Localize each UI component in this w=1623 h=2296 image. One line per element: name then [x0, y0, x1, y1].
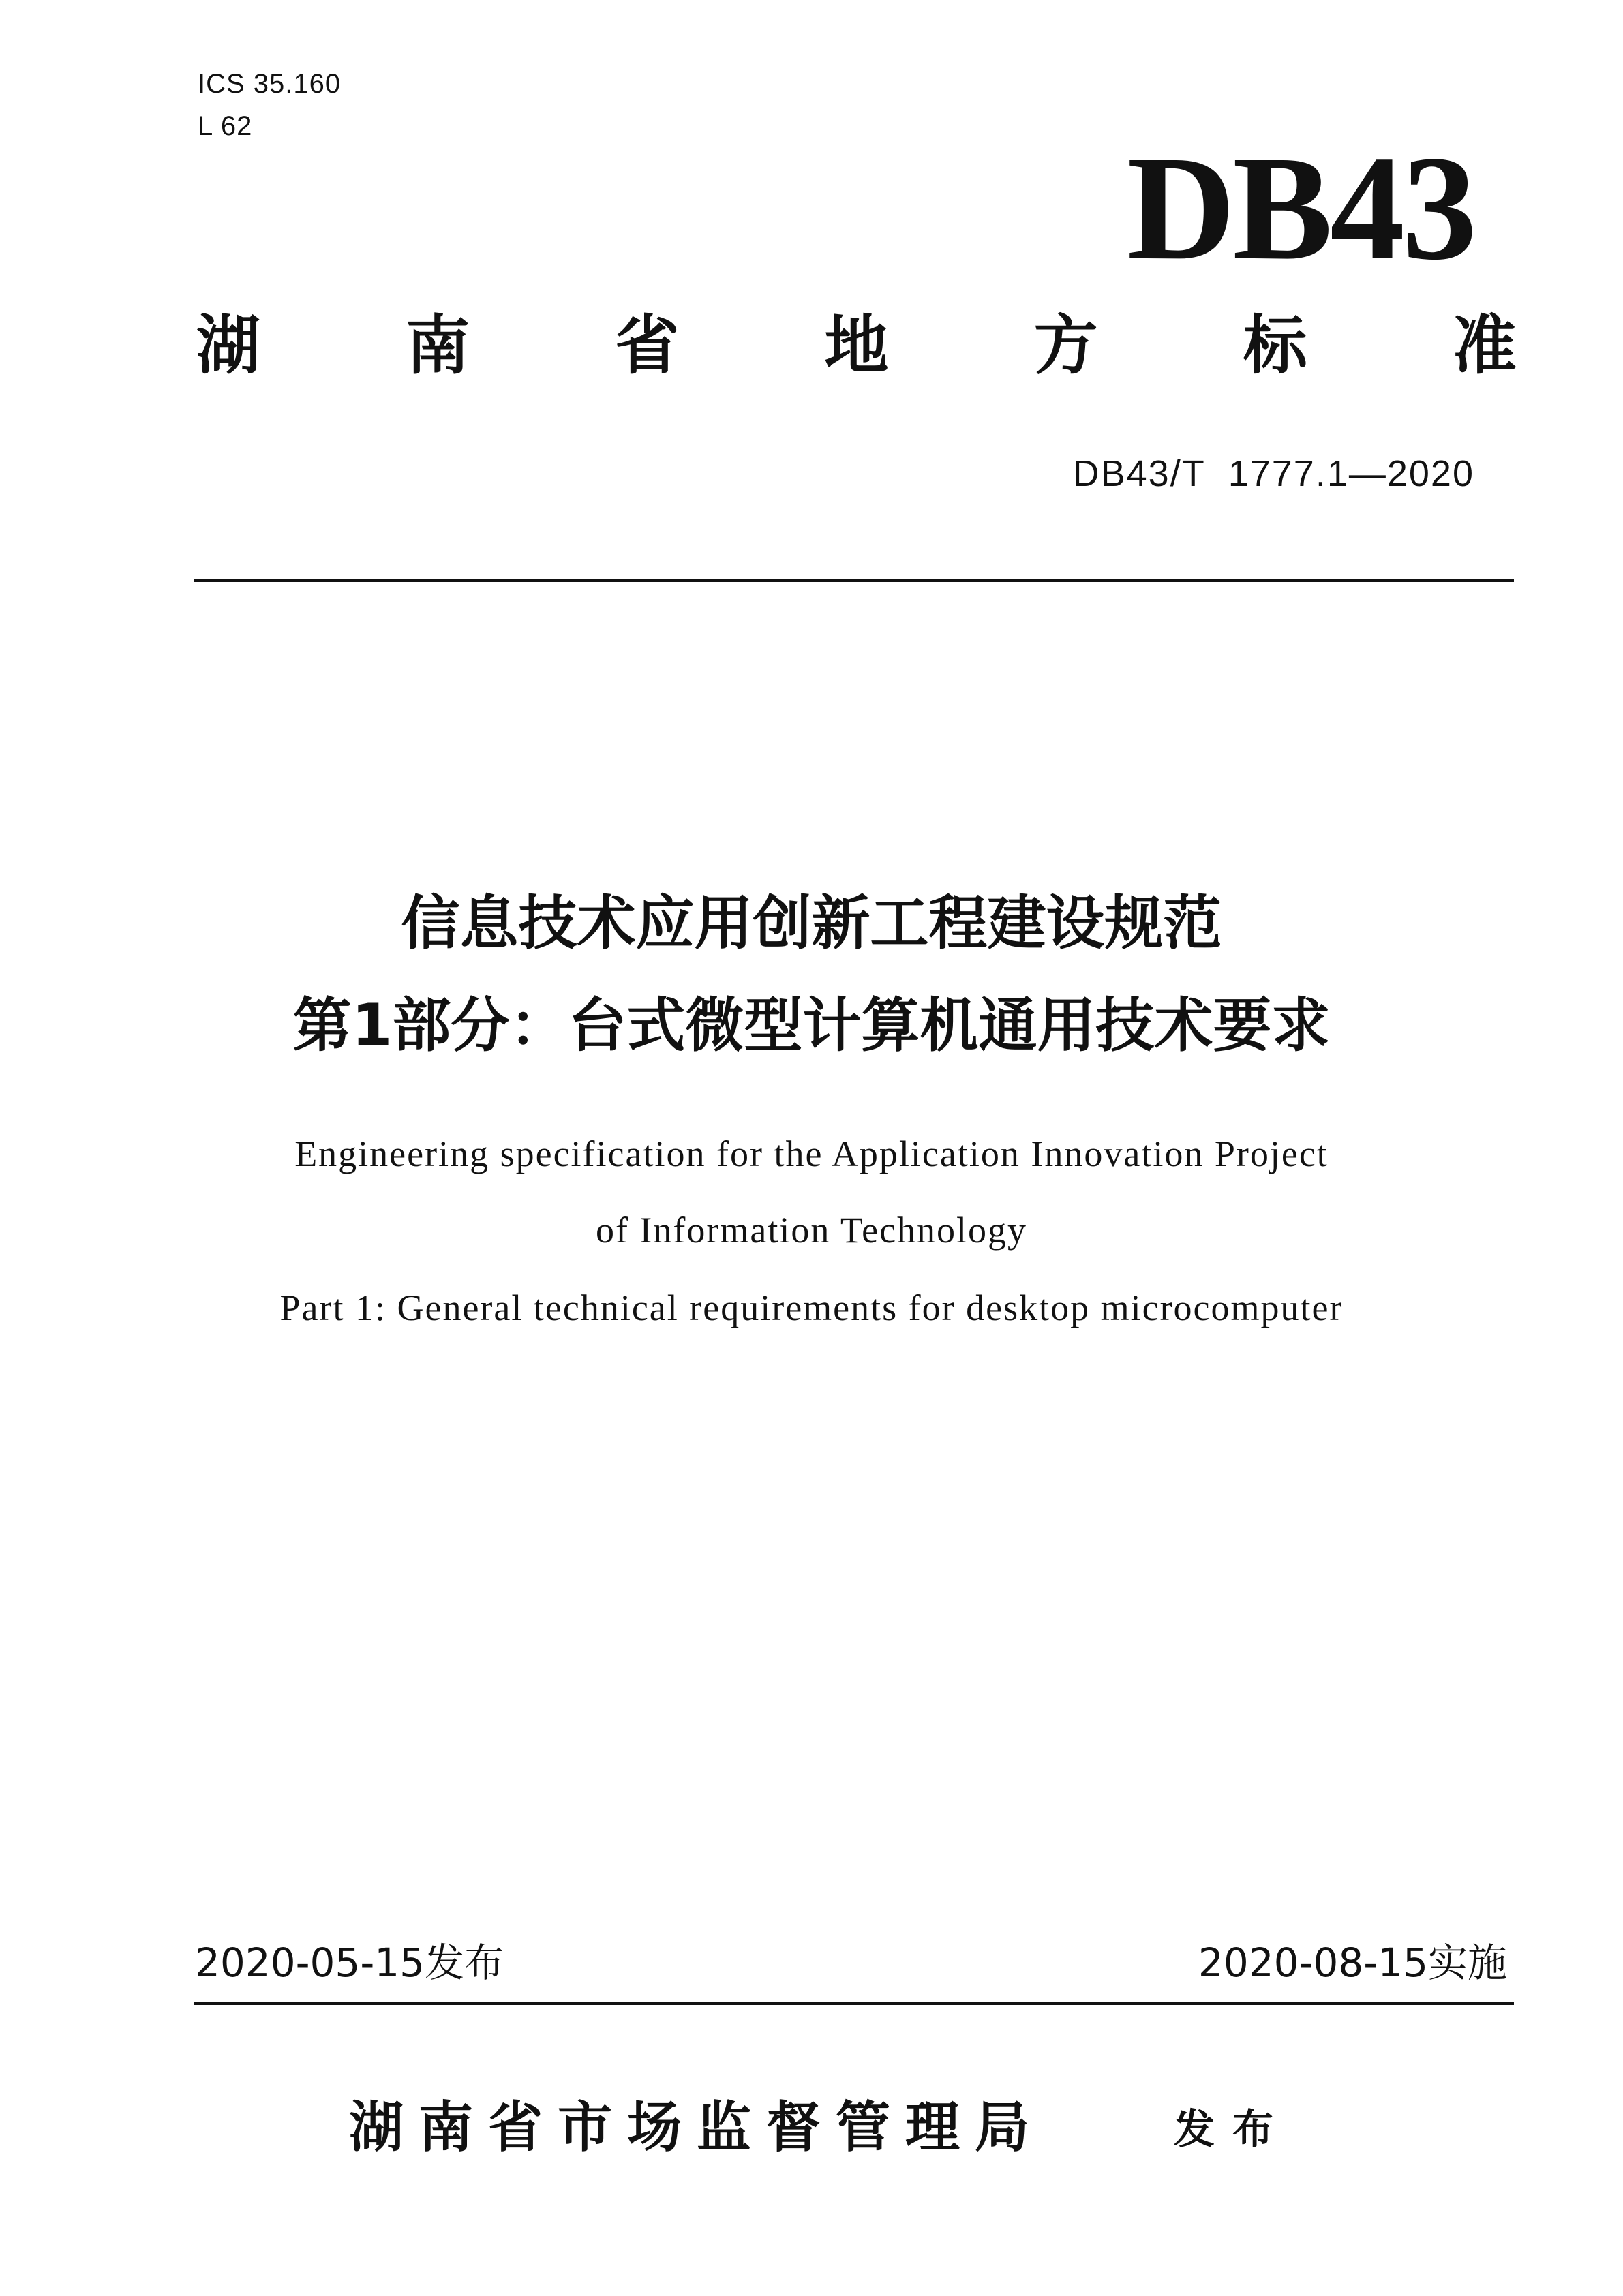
implement-date: 2020-08-15实施 — [1198, 1940, 1507, 1986]
title-en-line2: of Information Technology — [595, 1210, 1028, 1251]
standard-type-char: 省 — [615, 309, 680, 383]
top-divider — [194, 579, 1514, 582]
publish-date: 2020-05-15发布 — [195, 1940, 504, 1986]
standard-type-char: 湖 — [196, 309, 261, 383]
title-cn-line1: 信息技术应用创新工程建设规范 — [401, 889, 1222, 958]
standard-type-char: 地 — [824, 309, 889, 383]
standard-type-char: 标 — [1243, 309, 1307, 383]
classification-block — [198, 63, 341, 147]
ccs-code: L 62 — [198, 111, 253, 141]
standard-type-heading — [196, 305, 1517, 387]
standard-type-char: 方 — [1033, 309, 1098, 383]
standard-type-char: 南 — [406, 309, 470, 383]
standard-logo: DB43 — [1127, 125, 1474, 291]
title-cn-line2: 第1部分：台式微型计算机通用技术要求 — [292, 992, 1331, 1060]
ics-code: ICS 35.160 — [198, 69, 342, 99]
issue-label: 发布 — [1174, 2106, 1291, 2154]
standard-number: DB43/T 1777.1—2020 — [1072, 453, 1474, 494]
issuing-authority: 湖南省市场监督管理局 — [349, 2096, 1044, 2159]
title-en-line3: Part 1: General technical requirements for desktop microcomputer — [279, 1287, 1344, 1328]
standard-type-char: 准 — [1452, 309, 1517, 383]
title-en-line1: Engineering specification for the Application Innovation Project — [294, 1133, 1329, 1174]
bottom-divider — [194, 2002, 1514, 2005]
